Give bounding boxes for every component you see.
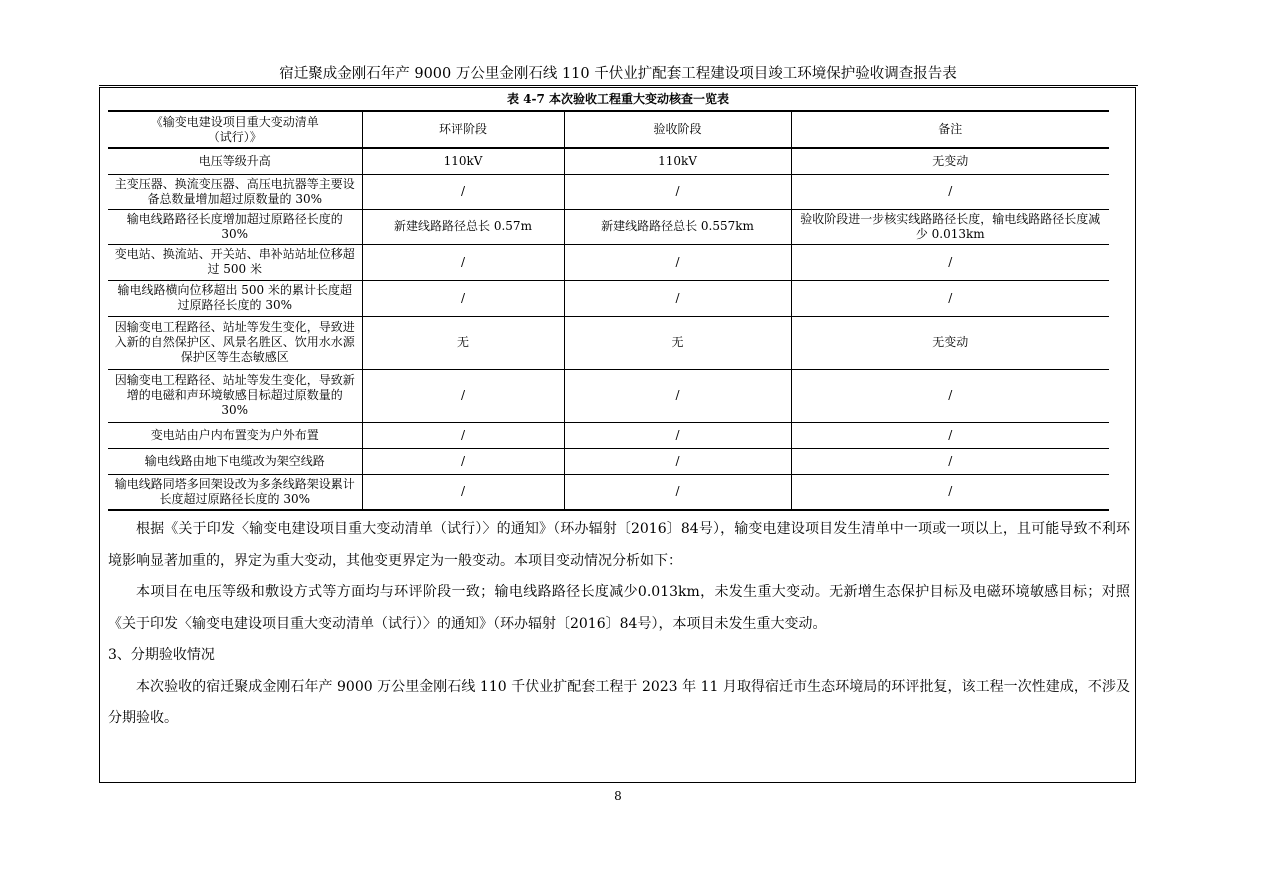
row-remark: / <box>791 422 1109 448</box>
row-acceptance-value: / <box>564 422 791 448</box>
row-remark: / <box>791 280 1109 316</box>
row-item: 主变压器、换流变压器、高压电抗器等主要设备总数量增加超过原数量的 30% <box>108 174 362 209</box>
row-remark: 无变动 <box>791 148 1109 174</box>
row-eia-value: 无 <box>362 316 564 369</box>
column-header-eia-stage: 环评阶段 <box>362 111 564 148</box>
row-eia-value: / <box>362 244 564 280</box>
row-remark: / <box>791 448 1109 474</box>
row-eia-value: / <box>362 474 564 510</box>
table-title: 表 4-7 本次验收工程重大变动核查一览表 <box>506 92 730 106</box>
row-eia-value: 110kV <box>362 148 564 174</box>
row-acceptance-value: / <box>564 174 791 209</box>
column-header-checklist: 《输变电建设项目重大变动清单（试行）》 <box>108 111 362 148</box>
row-item: 输电线路横向位移超出 500 米的累计长度超过原路径长度的 30% <box>108 280 362 316</box>
table-header-row <box>108 111 1109 148</box>
row-remark: 验收阶段进一步核实线路路径长度，输电线路路径长度减少 0.013km <box>791 209 1109 244</box>
section-heading-phased-acceptance: 3、分期验收情况 <box>108 647 215 663</box>
row-item: 输电线路同塔多回架设改为多条线路架设累计长度超过原路径长度的 30% <box>108 474 362 510</box>
row-eia-value: / <box>362 174 564 209</box>
row-acceptance-value: / <box>564 244 791 280</box>
row-remark: / <box>791 369 1109 422</box>
column-header-remark: 备注 <box>791 111 1109 148</box>
row-item: 电压等级升高 <box>108 148 362 174</box>
row-remark: / <box>791 174 1109 209</box>
row-eia-value: / <box>362 280 564 316</box>
row-remark: / <box>791 244 1109 280</box>
row-acceptance-value: 无 <box>564 316 791 369</box>
row-eia-value: / <box>362 448 564 474</box>
page-number: 8 <box>614 789 622 803</box>
row-eia-value: / <box>362 369 564 422</box>
paragraph-phased-acceptance: 本次验收的宿迁聚成金刚石年产 9000 万公里金刚石线 110 千伏业扩配套工程于 2023 年 11 月取得宿迁市生态环境局的环评批复，该工程一次性建成，不涉及分期验收。 <box>108 678 1130 726</box>
table-row <box>108 244 1109 280</box>
table-row <box>108 448 1109 474</box>
table-row <box>108 148 1109 174</box>
table-row <box>108 474 1109 510</box>
row-acceptance-value: / <box>564 280 791 316</box>
row-acceptance-value: / <box>564 369 791 422</box>
row-acceptance-value: / <box>564 448 791 474</box>
paragraph-change-definition: 根据《关于印发〈输变电建设项目重大变动清单（试行）〉的通知》（环办辐射〔2016〕84号），输变电建设项目发生清单中一项或一项以上，且可能导致不利环境影响显著加重的，界定为重大变动，其他变更界定为一般变动。本项目变动情况分析如下： <box>108 521 1130 569</box>
row-remark: 无变动 <box>791 316 1109 369</box>
row-eia-value: / <box>362 422 564 448</box>
row-acceptance-value: / <box>564 474 791 510</box>
table-row <box>108 209 1109 244</box>
row-acceptance-value: 新建线路路径总长 0.557km <box>564 209 791 244</box>
row-item: 变电站由户内布置变为户外布置 <box>108 422 362 448</box>
analysis-body <box>108 514 1130 735</box>
row-item: 变电站、换流站、开关站、串补站站址位移超过 500 米 <box>108 244 362 280</box>
row-acceptance-value: 110kV <box>564 148 791 174</box>
column-header-acceptance-stage: 验收阶段 <box>564 111 791 148</box>
table-row <box>108 280 1109 316</box>
row-eia-value: 新建线路路径总长 0.57m <box>362 209 564 244</box>
header-rule <box>99 85 1138 86</box>
report-header-title: 宿迁聚成金刚石年产 9000 万公里金刚石线 110 千伏业扩配套工程建设项目竣工环境保护验收调查报告表 <box>279 66 957 82</box>
table-row <box>108 174 1109 209</box>
paragraph-change-analysis: 本项目在电压等级和敷设方式等方面均与环评阶段一致；输电线路路径长度减少0.013km，未发生重大变动。无新增生态保护目标及电磁环境敏感目标；对照《关于印发〈输变电建设项目重大变动清单（试行）〉的通知》（环办辐射〔2016〕84号），本项目未发生重大变动。 <box>108 584 1130 632</box>
row-item: 输电线路由地下电缆改为架空线路 <box>108 448 362 474</box>
table-row <box>108 422 1109 448</box>
row-remark: / <box>791 474 1109 510</box>
row-item: 因输变电工程路径、站址等发生变化，导致新增的电磁和声环境敏感目标超过原数量的 30% <box>108 369 362 422</box>
row-item: 输电线路路径长度增加超过原路径长度的 30% <box>108 209 362 244</box>
table-row <box>108 316 1109 369</box>
table-row <box>108 369 1109 422</box>
major-change-review-table <box>108 110 1109 511</box>
row-item: 因输变电工程路径、站址等发生变化，导致进入新的自然保护区、风景名胜区、饮用水水源保护区等生态敏感区 <box>108 316 362 369</box>
